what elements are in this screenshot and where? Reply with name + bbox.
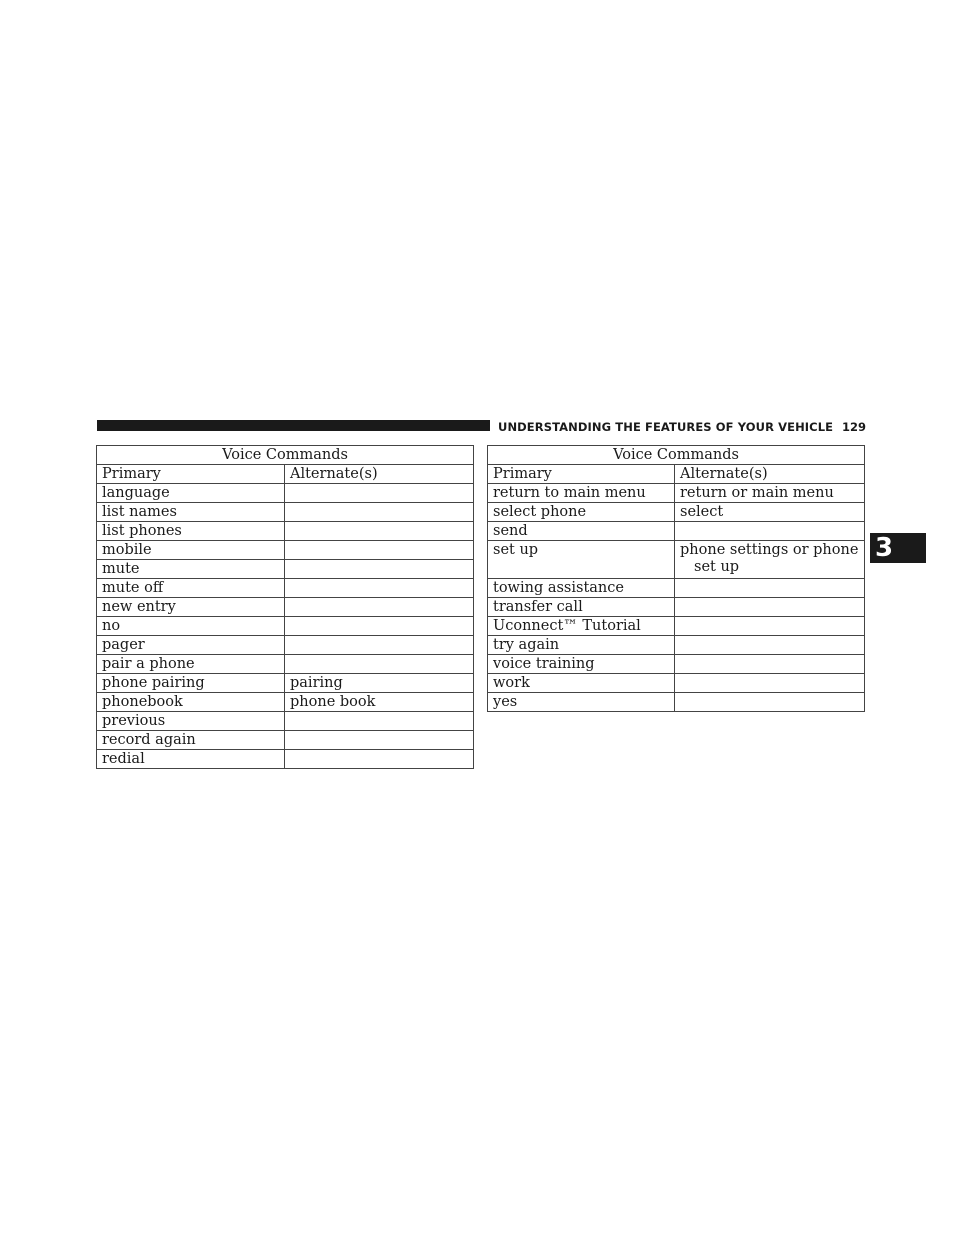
table-row <box>488 617 865 636</box>
column-header-alternates: Alternate(s) <box>675 465 865 484</box>
table-row <box>488 541 865 579</box>
running-header-title: UNDERSTANDING THE FEATURES OF YOUR VEHICLE <box>498 420 834 434</box>
table-title-row <box>488 446 865 465</box>
alternate-command <box>675 693 865 712</box>
table-row <box>97 522 474 541</box>
table-row <box>97 503 474 522</box>
alternate-command <box>285 598 474 617</box>
primary-command: select phone <box>488 503 675 522</box>
primary-command: phone pairing <box>97 674 285 693</box>
alternate-command: return or main menu <box>675 484 865 503</box>
alternate-command-line: phone settings or phone <box>680 542 859 558</box>
alternate-command: phone book <box>285 693 474 712</box>
alternate-command <box>285 750 474 769</box>
primary-command: list phones <box>97 522 285 541</box>
table-title-row <box>97 446 474 465</box>
table-header-row <box>97 465 474 484</box>
column-header-alternates: Alternate(s) <box>285 465 474 484</box>
alternate-command <box>285 731 474 750</box>
table-row <box>97 541 474 560</box>
alternate-command <box>285 636 474 655</box>
alternate-command <box>285 503 474 522</box>
primary-command: set up <box>488 541 675 579</box>
header-rule <box>97 420 490 431</box>
primary-command: return to main menu <box>488 484 675 503</box>
primary-command: mute <box>97 560 285 579</box>
voice-commands-table-left <box>96 445 474 769</box>
alternate-command <box>675 579 865 598</box>
table-row <box>97 750 474 769</box>
primary-command: work <box>488 674 675 693</box>
primary-command: pair a phone <box>97 655 285 674</box>
alternate-command <box>675 522 865 541</box>
table-row <box>97 636 474 655</box>
table-row <box>488 503 865 522</box>
page-number: 129 <box>842 420 867 434</box>
alternate-command <box>285 541 474 560</box>
table-row <box>97 484 474 503</box>
alternate-command <box>675 598 865 617</box>
table-row <box>97 731 474 750</box>
table-header-row <box>488 465 865 484</box>
primary-command: towing assistance <box>488 579 675 598</box>
table-row <box>97 579 474 598</box>
column-header-primary: Primary <box>488 465 675 484</box>
table-row <box>488 693 865 712</box>
table-row <box>97 674 474 693</box>
alternate-command <box>285 617 474 636</box>
primary-command: voice training <box>488 655 675 674</box>
table-row <box>488 655 865 674</box>
table-row <box>97 693 474 712</box>
table-row <box>488 636 865 655</box>
primary-command: pager <box>97 636 285 655</box>
table-row <box>488 484 865 503</box>
voice-commands-table-right <box>487 445 865 712</box>
alternate-command-line: set up <box>694 559 740 575</box>
chapter-tab: 3 <box>870 533 926 563</box>
table-row <box>488 579 865 598</box>
alternate-command: pairing <box>285 674 474 693</box>
primary-command: record again <box>97 731 285 750</box>
alternate-command <box>285 655 474 674</box>
primary-command: language <box>97 484 285 503</box>
alternate-command <box>675 655 865 674</box>
table-row <box>97 712 474 731</box>
primary-command: previous <box>97 712 285 731</box>
alternate-command <box>675 617 865 636</box>
alternate-command <box>285 484 474 503</box>
primary-command: yes <box>488 693 675 712</box>
primary-command: mobile <box>97 541 285 560</box>
alternate-command <box>285 579 474 598</box>
table-title: Voice Commands <box>97 446 474 465</box>
table-row <box>488 598 865 617</box>
column-header-primary: Primary <box>97 465 285 484</box>
primary-command: redial <box>97 750 285 769</box>
primary-command: no <box>97 617 285 636</box>
primary-command: mute off <box>97 579 285 598</box>
primary-command: list names <box>97 503 285 522</box>
alternate-command: select <box>675 503 865 522</box>
table-row <box>97 598 474 617</box>
primary-command: Uconnect™ Tutorial <box>488 617 675 636</box>
primary-command: send <box>488 522 675 541</box>
alternate-command <box>285 560 474 579</box>
table-row <box>488 674 865 693</box>
table-row <box>488 522 865 541</box>
table-row <box>97 560 474 579</box>
table-title: Voice Commands <box>488 446 865 465</box>
table-row <box>97 655 474 674</box>
primary-command: try again <box>488 636 675 655</box>
alternate-command <box>675 541 865 579</box>
alternate-command <box>675 636 865 655</box>
alternate-command <box>285 522 474 541</box>
alternate-command <box>675 674 865 693</box>
alternate-command <box>285 712 474 731</box>
primary-command: new entry <box>97 598 285 617</box>
primary-command: transfer call <box>488 598 675 617</box>
primary-command: phonebook <box>97 693 285 712</box>
table-row <box>97 617 474 636</box>
